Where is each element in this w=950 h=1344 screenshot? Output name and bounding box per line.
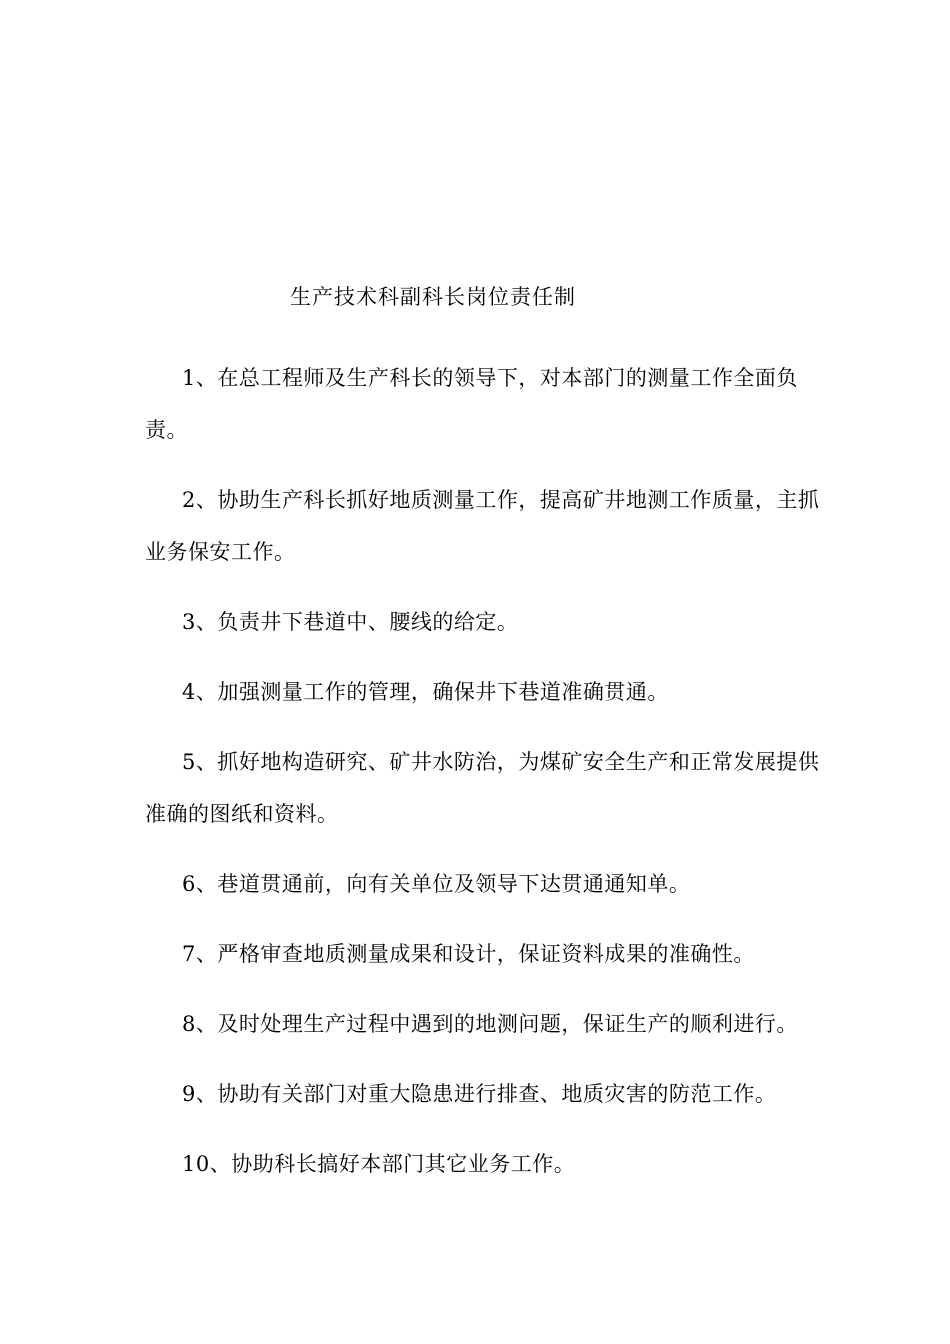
responsibility-list [145, 352, 825, 1208]
list-item: 10、协助科长搞好本部门其它业务工作。 [182, 1152, 576, 1176]
list-item: 2、协助生产科长抓好地质测量工作，提高矿井地测工作质量，主抓业务保安工作。 [145, 488, 820, 564]
list-item: 7、严格审查地质测量成果和设计，保证资料成果的准确性。 [182, 942, 755, 966]
list-item: 8、及时处理生产过程中遇到的地测问题，保证生产的顺利进行。 [182, 1012, 798, 1036]
list-item: 6、巷道贯通前，向有关单位及领导下达贯通通知单。 [182, 872, 691, 896]
list-item: 1、在总工程师及生产科长的领导下，对本部门的测量工作全面负责。 [145, 366, 798, 442]
list-item: 9、协助有关部门对重大隐患进行排查、地质灾害的防范工作。 [182, 1082, 777, 1106]
list-item: 5、抓好地构造研究、矿井水防治，为煤矿安全生产和正常发展提供准确的图纸和资料。 [145, 750, 820, 826]
document-title: 生产技术科副科长岗位责任制 [290, 285, 576, 309]
list-item: 4、加强测量工作的管理，确保井下巷道准确贯通。 [182, 680, 669, 704]
list-item: 3、负责井下巷道中、腰线的给定。 [182, 610, 519, 634]
